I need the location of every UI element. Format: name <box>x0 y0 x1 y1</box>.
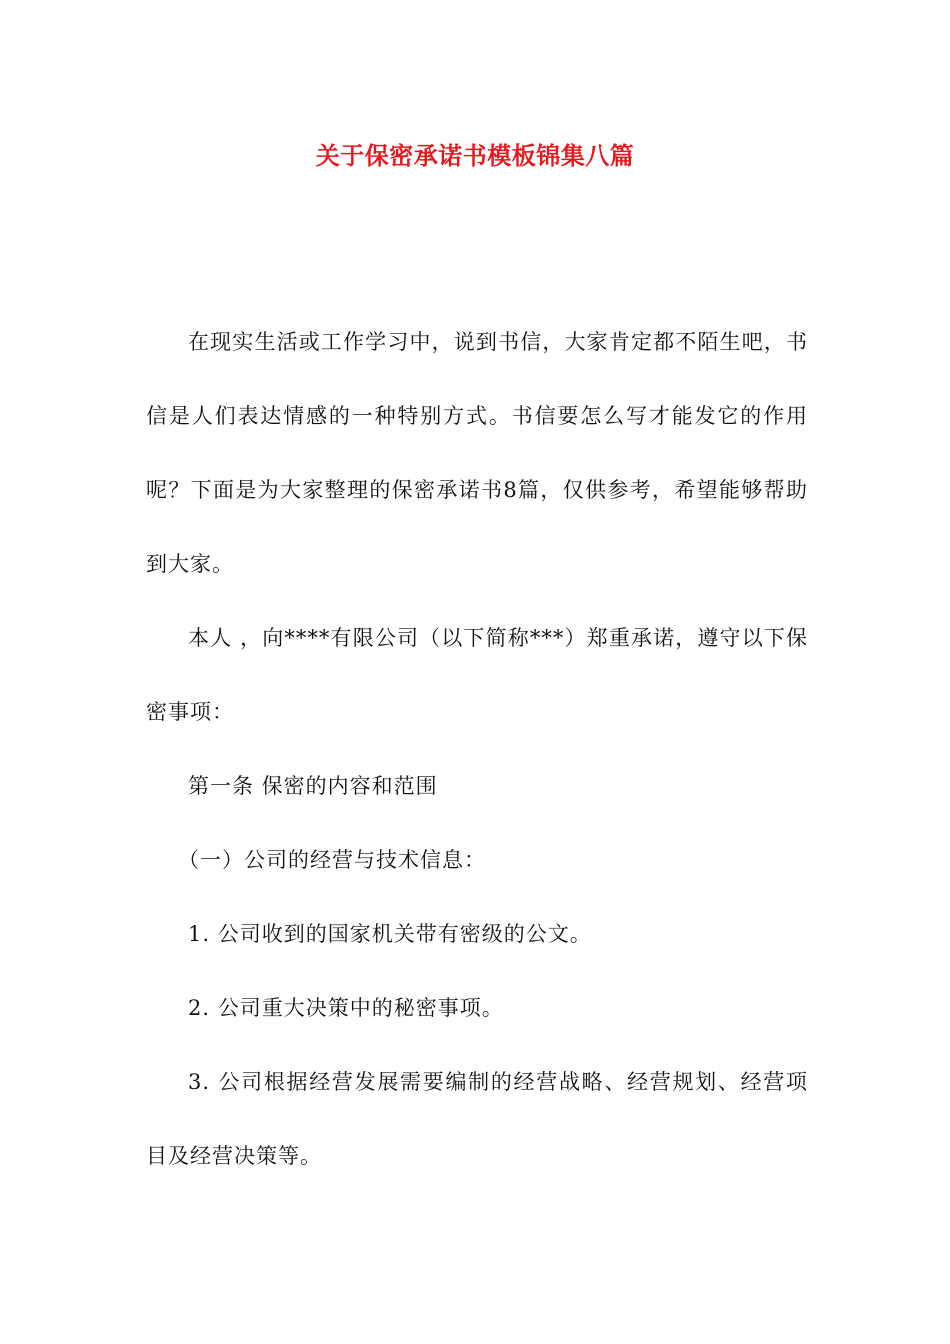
list-item-2: 2. 公司重大决策中的秘密事项。 <box>188 996 504 1020</box>
pledge-paragraph: 本人 ，向****有限公司（以下简称***）郑重承诺，遵守以下保密事项： <box>146 626 808 724</box>
list-item-3: 3. 公司根据经营发展需要编制的经营战略、经营规划、经营项目及经营决策等。 <box>146 1070 808 1168</box>
article-heading: 第一条 保密的内容和范围 <box>188 774 438 798</box>
document-body <box>146 305 808 1193</box>
document-title: 关于保密承诺书模板锦集八篇 <box>315 141 635 170</box>
section-heading: （一）公司的经营与技术信息： <box>178 848 486 872</box>
intro-paragraph: 在现实生活或工作学习中，说到书信，大家肯定都不陌生吧，书信是人们表达情感的一种特别方式。书信要怎么写才能发它的作用呢？下面是为大家整理的保密承诺书8篇，仅供参考，希望能够帮助到大家。 <box>146 330 808 576</box>
list-item-1: 1. 公司收到的国家机关带有密级的公文。 <box>188 922 592 946</box>
